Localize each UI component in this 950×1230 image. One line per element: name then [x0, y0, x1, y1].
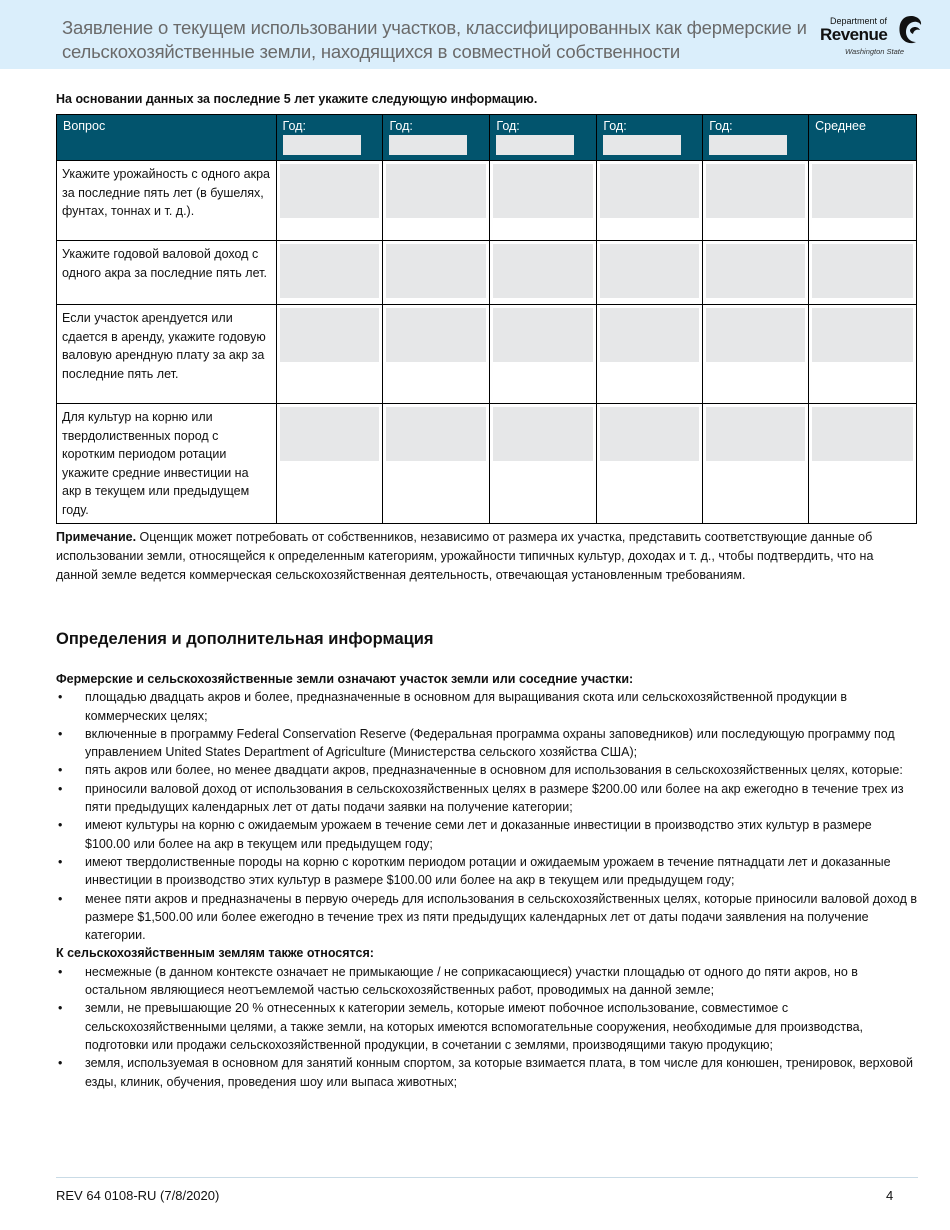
value-input[interactable]: [280, 244, 380, 298]
note-paragraph: [56, 528, 916, 585]
value-input[interactable]: [600, 407, 699, 461]
note-label: Примечание.: [56, 530, 137, 544]
question-cell: Если участок арендуется или сдается в аренду, укажите годовую валовую арендную плату за акр за последние пять лет.: [57, 305, 277, 404]
value-input[interactable]: [706, 407, 805, 461]
definitions-subheading-1: Фермерские и сельскохозяйственные земли означают участок земли или соседние участки:: [56, 672, 634, 686]
note-text: Оценщик может потребовать от собственников, независимо от размера их участка, представить соответствующие данные об использовании земли, относящейся к определенным категориям, урожайности типичных культур, доходах и т. д., чтобы подтвердить, что на данной земле ведется коммерческая сельскохозяйственная деятельность, отвечающая установленным требованиям.: [56, 530, 874, 582]
list-item: • включенные в программу Federal Conservation Reserve (Федеральная программа охраны заповедников) или последующую программу под управлением United States Department of Agriculture (Министерства сельского хозяйства США);: [56, 725, 920, 762]
year-input[interactable]: [496, 135, 574, 155]
definitions-subheading-2: К сельскохозяйственным землям также относятся:: [56, 946, 374, 961]
value-input[interactable]: [493, 407, 593, 461]
page-header: [0, 0, 950, 69]
value-input[interactable]: [386, 164, 486, 218]
col-average: Среднее: [809, 115, 917, 161]
value-input[interactable]: [493, 244, 593, 298]
value-input[interactable]: [600, 164, 699, 218]
definitions-list-2: [56, 963, 920, 1091]
value-input[interactable]: [386, 308, 486, 362]
footer-divider: [56, 1177, 918, 1178]
col-year-4: Год:: [597, 115, 703, 161]
list-item: • земли, не превышающие 20 % отнесенных к категории земель, которые имеют побочное использование, совместимое с сельскохозяйственными целями, а также земли, на которых имеются вспомогательные сооружения, необходимые для производства, подготовки или продажи сельскохозяйственной продукции, в сочетании с землями, производящими такую продукцию;: [56, 999, 920, 1054]
value-input[interactable]: [386, 407, 486, 461]
list-item: • несмежные (в данном контексте означает не примыкающие / не соприкасающиеся) участки площадью от одного до пяти акров, но в остальном являющиеся неотъемлемой частью сельскохозяйственных работ, проводимых на данной земле;: [56, 963, 920, 1000]
question-cell: Для культур на корню или твердолиственных пород с коротким периодом ротации укажите средние инвестиции на акр в текущем или предыдущем году.: [57, 404, 277, 524]
definitions-section: [56, 670, 920, 1091]
table-intro: На основании данных за последние 5 лет укажите следующую информацию.: [56, 92, 538, 106]
logo-swirl-icon: [896, 14, 926, 46]
value-input[interactable]: [280, 164, 380, 218]
page-title: Заявление о текущем использовании участков, классифицированных как фермерские и сельскохозяйственные земли, находящихся в совместной собственности: [62, 17, 807, 62]
value-input[interactable]: [600, 308, 699, 362]
year-input[interactable]: [709, 135, 787, 155]
dor-logo: [818, 14, 928, 60]
list-item: • земля, используемая в основном для занятий конным спортом, за которые взимается плата, в том числе для конюшен, тренировок, верховой езды, клиник, обучения, проведения шоу или выпаса животных;: [56, 1054, 920, 1091]
question-cell: Укажите урожайность с одного акра за последние пять лет (в бушелях, фунтах, тоннах и т. д.).: [57, 161, 277, 241]
year-input[interactable]: [283, 135, 361, 155]
average-input[interactable]: [812, 407, 913, 461]
yield-table: [56, 114, 917, 524]
value-input[interactable]: [493, 164, 593, 218]
value-input[interactable]: [600, 244, 699, 298]
year-input[interactable]: [389, 135, 467, 155]
col-year-1: Год:: [276, 115, 383, 161]
year-input[interactable]: [603, 135, 681, 155]
value-input[interactable]: [706, 244, 805, 298]
value-input[interactable]: [493, 308, 593, 362]
table-row: [57, 241, 917, 305]
value-input[interactable]: [706, 308, 805, 362]
col-question: Вопрос: [57, 115, 277, 161]
question-cell: Укажите годовой валовой доход с одного акра за последние пять лет.: [57, 241, 277, 305]
list-item: • приносили валовой доход от использования в сельскохозяйственных целях в размере $200.00 или более на акр ежегодно в течение трех из пяти предыдущих календарных лет от даты подачи заявки на получение категории;: [56, 780, 920, 817]
value-input[interactable]: [706, 164, 805, 218]
col-year-2: Год:: [383, 115, 490, 161]
form-number: REV 64 0108-RU (7/8/2020): [56, 1188, 220, 1203]
list-item: • площадью двадцать акров и более, предназначенные в основном для выращивания скота или сельскохозяйственной продукции в коммерческих целях;: [56, 688, 920, 725]
list-item: • пять акров или более, но менее двадцати акров, предназначенные в основном для использования в сельскохозяйственных целях, которые:: [56, 761, 920, 779]
table-row: [57, 404, 917, 524]
average-input[interactable]: [812, 164, 913, 218]
page-number: 4: [886, 1188, 894, 1203]
table-row: [57, 161, 917, 241]
value-input[interactable]: [386, 244, 486, 298]
logo-line3: Washington State: [845, 47, 905, 56]
definitions-list-1: [56, 688, 920, 944]
value-input[interactable]: [280, 407, 380, 461]
value-input[interactable]: [280, 308, 380, 362]
average-input[interactable]: [812, 308, 913, 362]
average-input[interactable]: [812, 244, 913, 298]
logo-line2: Revenue: [820, 25, 888, 44]
table-row: [57, 305, 917, 404]
logo-line1: Department of: [830, 16, 888, 26]
table-header-row: [57, 115, 917, 161]
list-item: • имеют твердолиственные породы на корню с коротким периодом ротации и ожидаемым урожаем в течение пятнадцати лет и доказанные инвестиции в производство этих культур в размере $100.00 или более на акр в текущем или предыдущем году;: [56, 853, 920, 890]
list-item: • менее пяти акров и предназначены в первую очередь для использования в сельскохозяйственных целях, которые приносили валовой доход в размере $1,500.00 или более ежегодно в течение трех из пяти предыдущих календарных лет от даты подачи заявления на получение категории.: [56, 890, 920, 945]
col-year-5: Год:: [703, 115, 809, 161]
list-item: • имеют культуры на корню с ожидаемым урожаем в течение семи лет и доказанные инвестиции в производство этих культур в размере $100.00 или более на акр в текущем или предыдущем году;: [56, 816, 920, 853]
definitions-heading: Определения и дополнительная информация: [56, 630, 434, 648]
col-year-3: Год:: [490, 115, 597, 161]
